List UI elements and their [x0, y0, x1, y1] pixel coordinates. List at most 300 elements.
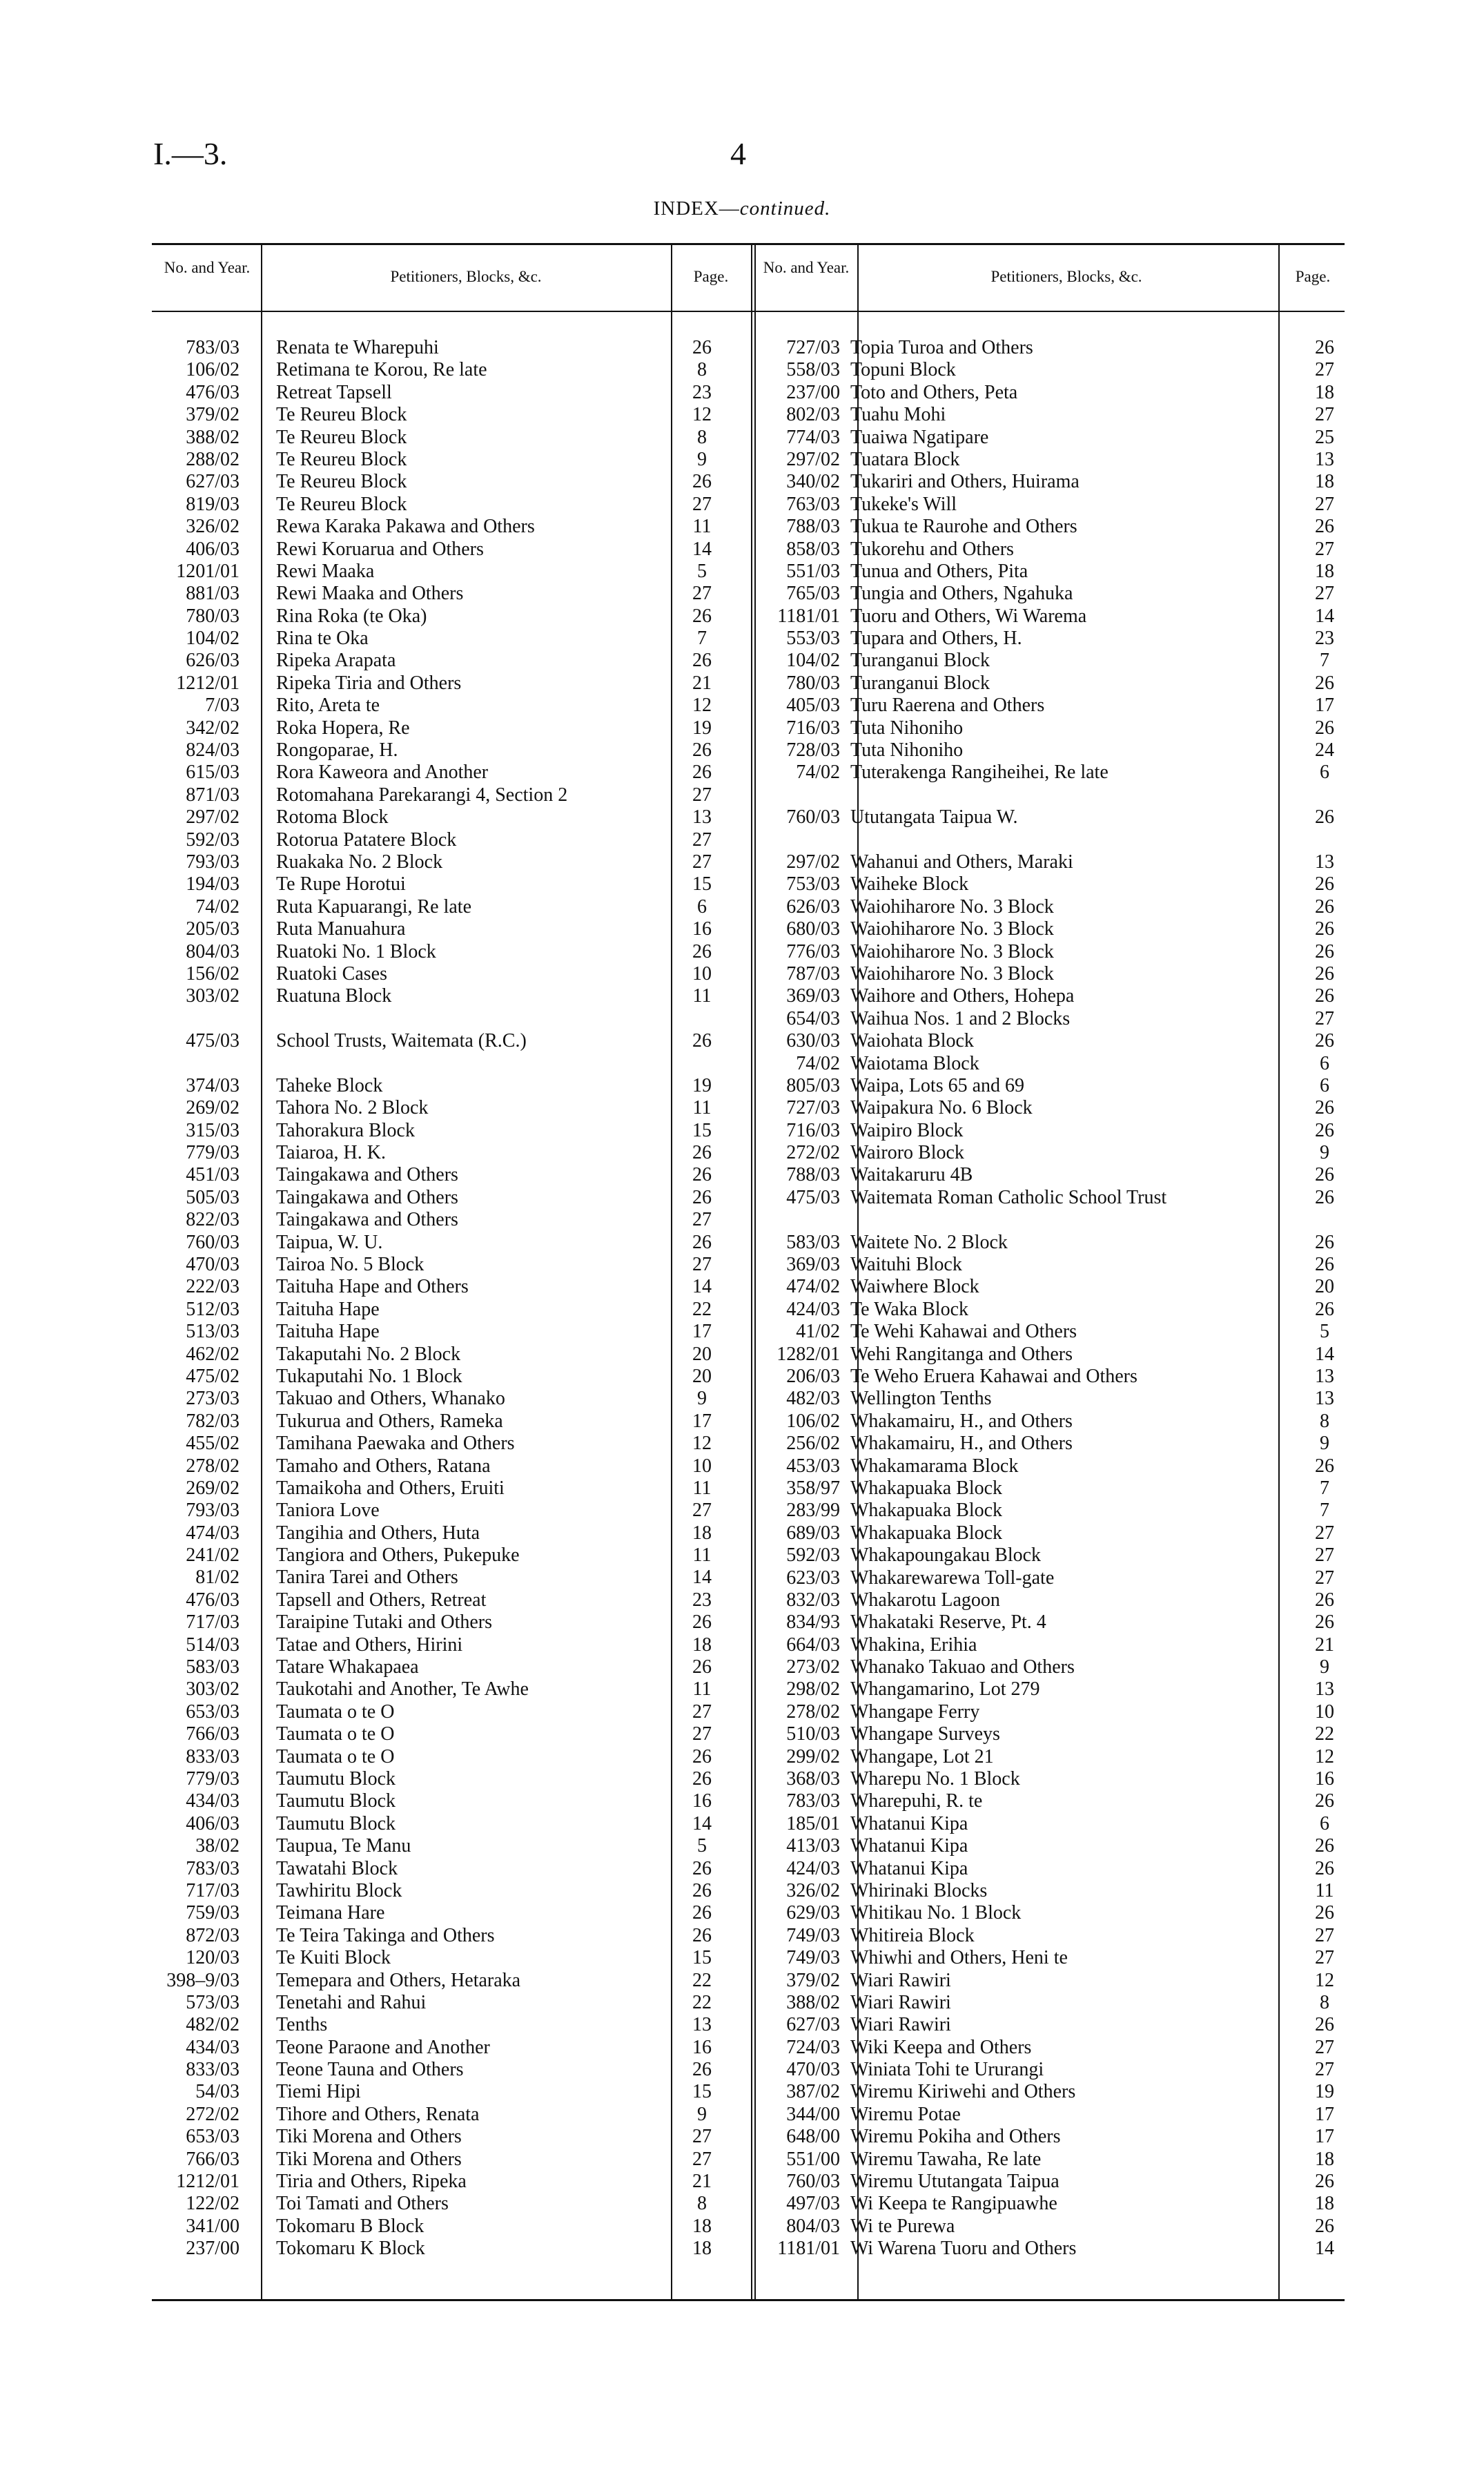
index-number: 206/03	[786, 1365, 840, 1387]
index-number: 315/03	[186, 1119, 240, 1141]
index-row	[762, 896, 1356, 918]
index-number: 1201/01	[176, 560, 240, 582]
index-petitioner: Whirinaki Blocks	[850, 1879, 988, 1901]
index-page: 26	[1315, 985, 1334, 1007]
index-petitioner: Wi Warena Tuoru and Others	[850, 2238, 1077, 2260]
index-page: 9	[1320, 1433, 1329, 1455]
index-petitioner: Wiari Rawiri	[850, 1991, 951, 2013]
index-row	[762, 695, 1356, 717]
index-petitioner: Te Weho Eruera Kahawai and Others	[850, 1365, 1138, 1387]
index-row	[153, 739, 747, 762]
index-petitioner: Taituha Hape	[276, 1321, 380, 1343]
index-number: 7/03	[205, 695, 240, 717]
index-row	[762, 1902, 1356, 1924]
index-page: 22	[1315, 1723, 1334, 1745]
index-petitioner: Tukeke's Will	[850, 493, 957, 515]
index-petitioner: Te Reureu Block	[276, 404, 407, 426]
column-double-divider	[751, 243, 756, 2300]
index-row	[762, 1925, 1356, 1947]
index-row	[153, 1678, 747, 1700]
index-row	[153, 2126, 747, 2148]
index-number: 783/03	[186, 1857, 240, 1879]
index-number: 358/97	[786, 1477, 840, 1499]
index-number: 512/03	[186, 1298, 240, 1320]
index-row	[153, 1254, 747, 1276]
index-row	[153, 1008, 747, 1030]
index-number: 379/02	[186, 404, 240, 426]
index-page: 5	[1320, 1321, 1329, 1343]
index-petitioner: Te Wehi Kahawai and Others	[850, 1321, 1077, 1343]
index-petitioner: Wharepuhi, R. te	[850, 1790, 983, 1812]
index-page: 27	[692, 1723, 712, 1745]
index-row	[762, 717, 1356, 739]
index-row	[153, 784, 747, 806]
index-petitioner: Tamihana Paewaka and Others	[276, 1433, 515, 1455]
table-bottom-rule	[152, 2299, 1345, 2301]
index-number: 398–9/03	[166, 1969, 240, 1991]
index-row	[762, 1433, 1356, 1455]
index-page: 27	[692, 1700, 712, 1723]
index-petitioner: Rewi Maaka	[276, 560, 375, 582]
index-row	[153, 672, 747, 695]
index-petitioner: Taingakawa and Others	[276, 1209, 458, 1231]
index-number: 1212/01	[176, 2171, 240, 2193]
index-petitioner: Ruatoki Cases	[276, 962, 387, 985]
index-page: 26	[692, 471, 712, 493]
index-page: 26	[1315, 1186, 1334, 1208]
index-page: 27	[1315, 583, 1334, 605]
index-page: 27	[1315, 1522, 1334, 1544]
index-number: 776/03	[786, 940, 840, 962]
index-petitioner: Wairoro Block	[850, 1142, 964, 1164]
index-petitioner: Waiohiharore No. 3 Block	[850, 918, 1054, 940]
index-row	[762, 583, 1356, 605]
index-page: 13	[692, 2014, 712, 2036]
index-petitioner: Waihore and Others, Hohepa	[850, 985, 1075, 1007]
index-number: 405/03	[786, 695, 840, 717]
index-page: 26	[1315, 1857, 1334, 1879]
index-row	[153, 873, 747, 895]
index-row	[762, 1053, 1356, 1075]
index-row	[153, 561, 747, 583]
index-petitioner: Tatare Whakapaea	[276, 1656, 419, 1678]
index-number: 627/03	[786, 2014, 840, 2036]
index-petitioner: Tangihia and Others, Huta	[276, 1522, 480, 1544]
index-page: 18	[692, 2215, 712, 2237]
index-petitioner: Wiremu Tawaha, Re late	[850, 2148, 1042, 2170]
index-page: 13	[1315, 448, 1334, 470]
index-petitioner: Taniora Love	[276, 1500, 380, 1522]
index-number: 760/03	[186, 1231, 240, 1253]
index-page: 27	[692, 2126, 712, 2148]
index-number: 273/03	[186, 1388, 240, 1410]
index-number: 297/02	[186, 806, 240, 828]
index-petitioner: Wi te Purewa	[850, 2215, 955, 2237]
index-row	[153, 1790, 747, 1812]
index-petitioner: Whakapuaka Block	[850, 1522, 1003, 1544]
index-number: 759/03	[186, 1902, 240, 1924]
index-page: 27	[692, 828, 712, 851]
index-number: 222/03	[186, 1276, 240, 1298]
index-petitioner: Whakamarama Block	[850, 1455, 1019, 1477]
index-row	[762, 1522, 1356, 1544]
index-row	[762, 672, 1356, 695]
index-page: 26	[1315, 1119, 1334, 1141]
index-petitioner: Whanako Takuao and Others	[850, 1656, 1075, 1678]
index-number: 497/03	[786, 2193, 840, 2215]
index-petitioner: Te Waka Block	[850, 1298, 968, 1320]
index-number: 369/03	[786, 985, 840, 1007]
index-row	[762, 516, 1356, 538]
index-number: 760/03	[786, 2171, 840, 2193]
index-row	[153, 1589, 747, 1611]
index-petitioner: Tamaho and Others, Ratana	[276, 1455, 491, 1477]
index-page: 15	[692, 2081, 712, 2103]
index-page: 20	[692, 1343, 712, 1365]
index-petitioner: Whangamarino, Lot 279	[850, 1678, 1040, 1700]
index-row	[153, 1164, 747, 1186]
index-number: 664/03	[786, 1634, 840, 1656]
index-number: 272/02	[786, 1142, 840, 1164]
index-petitioner: Takuao and Others, Whanako	[276, 1388, 505, 1410]
index-petitioner: Teone Tauna and Others	[276, 2059, 464, 2081]
index-row	[153, 494, 747, 516]
index-petitioner: Wiari Rawiri	[850, 1969, 951, 1991]
index-number: 455/02	[186, 1433, 240, 1455]
index-page: 26	[692, 1768, 712, 1790]
index-page: 26	[1315, 940, 1334, 962]
index-number: 782/03	[186, 1410, 240, 1432]
index-number: 766/03	[186, 1723, 240, 1745]
index-number: 872/03	[186, 1924, 240, 1946]
index-page: 11	[692, 1544, 712, 1567]
index-number: 413/03	[786, 1835, 840, 1857]
index-row	[762, 1544, 1356, 1567]
index-row	[762, 2126, 1356, 2148]
index-row	[762, 1835, 1356, 1857]
index-number: 298/02	[786, 1678, 840, 1700]
index-petitioner: Tahora No. 2 Block	[276, 1097, 429, 1119]
index-number: 793/03	[186, 1500, 240, 1522]
index-row	[762, 1746, 1356, 1768]
index-page: 26	[692, 2059, 712, 2081]
index-number: 716/03	[786, 1119, 840, 1141]
index-page: 19	[692, 1074, 712, 1096]
index-petitioner: Waipa, Lots 65 and 69	[850, 1074, 1025, 1096]
index-page: 19	[1315, 2081, 1334, 2103]
index-petitioner: Taumutu Block	[276, 1812, 396, 1834]
index-page: 21	[692, 2171, 712, 2193]
index-number: 205/03	[186, 918, 240, 940]
index-petitioner: Waipiro Block	[850, 1119, 964, 1141]
index-page: 26	[1315, 2014, 1334, 2036]
index-petitioner: Waipakura No. 6 Block	[850, 1097, 1033, 1119]
index-row	[762, 1477, 1356, 1500]
index-number: 514/03	[186, 1634, 240, 1656]
index-row	[153, 1411, 747, 1433]
index-number: 858/03	[786, 538, 840, 560]
index-petitioner: Waituhi Block	[850, 1254, 962, 1276]
index-row	[153, 1299, 747, 1321]
index-row	[762, 539, 1356, 561]
index-page: 26	[1315, 1611, 1334, 1634]
index-page: 26	[692, 940, 712, 962]
index-row	[762, 427, 1356, 449]
index-number: 272/02	[186, 2103, 240, 2125]
index-number: 470/03	[186, 1254, 240, 1276]
index-page: 6	[1320, 762, 1329, 784]
index-petitioner: Ripeka Tiria and Others	[276, 672, 462, 694]
index-number: 653/03	[186, 1700, 240, 1723]
col-head-no-year-right: No. and Year.	[763, 259, 850, 276]
index-row	[762, 762, 1356, 784]
index-petitioner: Tukariri and Others, Huirama	[850, 471, 1080, 493]
index-petitioner: Taumata o te O	[276, 1723, 395, 1745]
index-row	[153, 1433, 747, 1455]
index-page: 26	[1315, 1231, 1334, 1253]
index-petitioner: Wellington Tenths	[850, 1388, 992, 1410]
index-number: 299/02	[786, 1745, 840, 1767]
index-petitioner: Whakarewarewa Toll-gate	[850, 1567, 1055, 1589]
index-row	[153, 1075, 747, 1097]
index-page: 27	[692, 784, 712, 806]
index-page: 15	[692, 873, 712, 895]
index-page: 26	[692, 605, 712, 627]
index-page: 27	[1315, 538, 1334, 560]
index-petitioner: Waitakaruru 4B	[850, 1164, 973, 1186]
index-row	[762, 784, 1356, 806]
index-page: 18	[1315, 381, 1334, 403]
index-row	[153, 1500, 747, 1522]
index-petitioner: Tiria and Others, Ripeka	[276, 2171, 467, 2193]
index-number: 626/03	[786, 895, 840, 918]
index-page: 23	[692, 381, 712, 403]
index-petitioner: Whitireia Block	[850, 1924, 975, 1946]
index-page: 11	[692, 1097, 712, 1119]
index-row	[153, 941, 747, 963]
index-petitioner: Topuni Block	[850, 359, 956, 381]
index-petitioner: Ututangata Taipua W.	[850, 806, 1018, 828]
index-petitioner: Whatanui Kipa	[850, 1812, 968, 1834]
index-row	[153, 1544, 747, 1567]
index-row	[762, 1075, 1356, 1097]
index-petitioner: Waitemata Roman Catholic School Trust	[850, 1186, 1167, 1208]
index-petitioner: Ruta Kapuarangi, Re late	[276, 895, 472, 918]
index-petitioner: Ruatoki No. 1 Block	[276, 940, 436, 962]
index-page: 16	[692, 1790, 712, 1812]
index-number: 340/02	[786, 471, 840, 493]
index-number: 753/03	[786, 873, 840, 895]
index-number: 434/03	[186, 1790, 240, 1812]
index-petitioner: Tunua and Others, Pita	[850, 560, 1028, 582]
index-petitioner: Rina Roka (te Oka)	[276, 605, 427, 627]
index-page: 26	[692, 650, 712, 672]
index-row	[153, 2238, 747, 2260]
index-row	[153, 2014, 747, 2036]
index-row	[153, 1880, 747, 1902]
index-row	[153, 1925, 747, 1947]
index-petitioner: Tukaputahi No. 1 Block	[276, 1365, 462, 1387]
index-petitioner: Tokomaru B Block	[276, 2215, 424, 2237]
index-row	[762, 1880, 1356, 1902]
index-row	[153, 2104, 747, 2126]
index-page: 26	[1315, 1455, 1334, 1477]
index-row	[762, 1321, 1356, 1343]
index-number: 120/03	[186, 1947, 240, 1969]
index-page: 26	[692, 1656, 712, 1678]
index-page: 26	[692, 1745, 712, 1767]
index-page: 26	[1315, 962, 1334, 985]
index-page: 26	[692, 1164, 712, 1186]
index-petitioner: Tenetahi and Rahui	[276, 1991, 427, 2013]
index-row	[762, 1970, 1356, 1992]
index-page: 26	[1315, 717, 1334, 739]
index-page: 26	[1315, 806, 1334, 828]
index-petitioner: Wiari Rawiri	[850, 2014, 951, 2036]
index-row	[153, 382, 747, 404]
index-petitioner: Wharepu No. 1 Block	[850, 1768, 1020, 1790]
index-petitioner: Tahorakura Block	[276, 1119, 415, 1141]
index-number: 256/02	[786, 1433, 840, 1455]
index-number: 482/03	[786, 1388, 840, 1410]
index-petitioner: Tiemi Hipi	[276, 2081, 361, 2103]
index-petitioner: Rotoma Block	[276, 806, 389, 828]
index-number: 510/03	[786, 1723, 840, 1745]
index-number: 727/03	[786, 1097, 840, 1119]
index-page: 12	[692, 695, 712, 717]
index-petitioner: Waitete No. 2 Block	[850, 1231, 1008, 1253]
index-petitioner: Taipua, W. U.	[276, 1231, 383, 1253]
index-page: 15	[692, 1947, 712, 1969]
index-page: 14	[692, 538, 712, 560]
index-number: 74/02	[796, 762, 840, 784]
index-number: 819/03	[186, 493, 240, 515]
index-number: 716/03	[786, 717, 840, 739]
index-number: 269/02	[186, 1097, 240, 1119]
index-row	[153, 628, 747, 650]
col-head-page: Page.	[693, 268, 729, 285]
index-petitioner: Rewa Karaka Pakawa and Others	[276, 516, 535, 538]
index-row	[153, 1053, 747, 1075]
report-code: I.—3.	[153, 136, 228, 171]
index-page: 12	[1315, 1745, 1334, 1767]
index-petitioner: Tapsell and Others, Retreat	[276, 1589, 487, 1611]
index-petitioner: Tawatahi Block	[276, 1857, 398, 1879]
index-title	[0, 197, 1484, 220]
index-number: 824/03	[186, 739, 240, 762]
index-title-continued: continued.	[739, 197, 831, 220]
index-row	[762, 650, 1356, 672]
table-top-rule	[152, 243, 1345, 245]
index-number: 553/03	[786, 628, 840, 650]
index-petitioner: Toto and Others, Peta	[850, 381, 1018, 403]
index-petitioner: Taituha Hape	[276, 1298, 380, 1320]
index-petitioner: Whangape Surveys	[850, 1723, 1000, 1745]
index-row	[153, 427, 747, 449]
index-number: 583/03	[786, 1231, 840, 1253]
index-number: 1212/01	[176, 672, 240, 694]
index-row	[153, 1858, 747, 1880]
index-page: 18	[692, 2238, 712, 2260]
index-row	[153, 1321, 747, 1343]
index-number: 81/02	[195, 1567, 240, 1589]
index-petitioner: Ruatuna Block	[276, 985, 392, 1007]
index-row	[762, 1790, 1356, 1812]
index-row	[153, 359, 747, 381]
index-number: 278/02	[186, 1455, 240, 1477]
index-row	[762, 829, 1356, 851]
index-page: 26	[692, 1186, 712, 1208]
index-row	[762, 1187, 1356, 1232]
index-row	[762, 1164, 1356, 1186]
index-page: 26	[692, 1030, 712, 1052]
index-number: 787/03	[786, 962, 840, 985]
index-number: 680/03	[786, 918, 840, 940]
index-row	[762, 628, 1356, 650]
index-number: 615/03	[186, 762, 240, 784]
index-number: 592/03	[786, 1544, 840, 1567]
index-number: 54/03	[195, 2081, 240, 2103]
index-page: 10	[692, 1455, 712, 1477]
index-page: 18	[1315, 560, 1334, 582]
index-number: 185/01	[786, 1812, 840, 1834]
index-page: 26	[692, 1879, 712, 1901]
index-page: 27	[692, 851, 712, 873]
index-number: 379/02	[786, 1969, 840, 1991]
index-number: 871/03	[186, 784, 240, 806]
index-row	[762, 359, 1356, 381]
index-row	[762, 739, 1356, 762]
index-number: 1181/01	[777, 605, 840, 627]
index-row	[153, 1723, 747, 1745]
index-row	[762, 471, 1356, 493]
index-row	[762, 1008, 1356, 1030]
index-row	[153, 1611, 747, 1634]
index-row	[153, 806, 747, 828]
index-row	[762, 1411, 1356, 1433]
index-row	[153, 1030, 747, 1052]
index-page: 8	[1320, 1991, 1329, 2013]
index-petitioner: School Trusts, Waitemata (R.C.)	[276, 1030, 527, 1052]
index-number: 881/03	[186, 583, 240, 605]
index-petitioner: Tuta Nihoniho	[850, 717, 964, 739]
index-number: 388/02	[186, 426, 240, 448]
index-petitioner: Tuaiwa Ngatipare	[850, 426, 989, 448]
index-row	[153, 1477, 747, 1500]
index-petitioner: Tanira Tarei and Others	[276, 1567, 458, 1589]
index-petitioner: Retreat Tapsell	[276, 381, 392, 403]
index-row	[762, 1701, 1356, 1723]
index-left-column	[153, 337, 747, 2260]
index-row	[153, 449, 747, 471]
index-number: 832/03	[786, 1589, 840, 1611]
index-petitioner: Waiheke Block	[850, 873, 969, 895]
index-row	[762, 2193, 1356, 2215]
index-number: 241/02	[186, 1544, 240, 1567]
index-number: 717/03	[186, 1611, 240, 1634]
page-number: 4	[730, 136, 746, 171]
index-page: 20	[1315, 1276, 1334, 1298]
index-page: 10	[692, 962, 712, 985]
index-row	[762, 1723, 1356, 1745]
index-page: 17	[692, 1321, 712, 1343]
index-page: 26	[1315, 1298, 1334, 1320]
index-number: 558/03	[786, 359, 840, 381]
index-row	[762, 2014, 1356, 2036]
index-row	[762, 2104, 1356, 2126]
index-number: 765/03	[786, 583, 840, 605]
index-number: 374/03	[186, 1074, 240, 1096]
